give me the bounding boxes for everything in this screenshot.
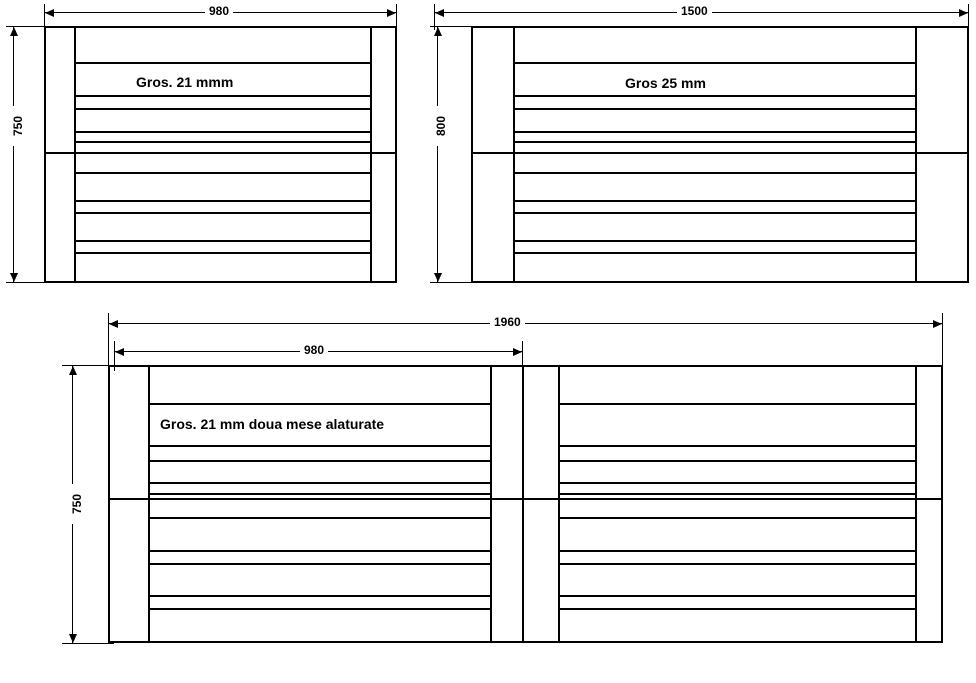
- fig3-slat-line-right: [558, 550, 915, 552]
- fig3-slat-line-right: [558, 563, 915, 565]
- fig2-slat-line: [513, 240, 915, 242]
- fig2-panel-outline: [471, 26, 969, 283]
- fig1-slat-line: [74, 200, 370, 202]
- fig3-slat-line-right: [558, 595, 915, 597]
- fig2-width-arrow-left: [435, 9, 444, 17]
- fig3-note: Gros. 21 mm doua mese alaturate: [160, 416, 385, 432]
- fig3-center-stile-left: [490, 365, 492, 643]
- fig2-height-arrow-top: [434, 27, 442, 36]
- fig3-height-arrow-bottom: [69, 634, 77, 643]
- fig3-outer-width-arrow-right: [933, 320, 942, 328]
- fig1-slat-line: [74, 141, 370, 143]
- fig2-slat-line: [513, 252, 915, 254]
- fig3-mid-rail: [108, 498, 943, 500]
- fig1-mid-rail: [44, 152, 397, 154]
- fig1-height-arrow-bottom: [10, 273, 18, 282]
- fig2-width-arrow-right: [959, 9, 968, 17]
- fig2-slat-line: [513, 212, 915, 214]
- fig3-slat-line-left: [148, 493, 490, 495]
- fig3-slat-line-right: [558, 482, 915, 484]
- fig3-slat-line-right: [558, 445, 915, 447]
- fig2-mid-rail: [471, 152, 969, 154]
- fig2-slat-line: [513, 131, 915, 133]
- fig3-slat-line-left: [148, 517, 490, 519]
- fig3-slat-line-left: [148, 550, 490, 552]
- fig1-slat-line: [74, 172, 370, 174]
- fig1-slat-line: [74, 240, 370, 242]
- fig3-slat-line-right: [558, 517, 915, 519]
- fig2-slat-line: [513, 141, 915, 143]
- fig1-slat-line: [74, 108, 370, 110]
- fig1-slat-line: [74, 212, 370, 214]
- fig2-slat-line: [513, 62, 915, 64]
- fig3-center-stile-inner: [558, 365, 560, 643]
- fig3-height-label: 750: [71, 484, 83, 524]
- fig3-outer-width-label: 1960: [490, 316, 525, 328]
- figure-3: [0, 305, 976, 683]
- fig3-inner-width-arrow-right: [513, 348, 522, 356]
- fig2-slat-line: [513, 108, 915, 110]
- fig3-ext-bottom: [62, 643, 114, 644]
- figure-2: [425, 0, 976, 300]
- fig3-slat-line-left: [148, 482, 490, 484]
- fig1-panel-outline: [44, 26, 397, 283]
- figure-1: [0, 0, 410, 300]
- fig3-outer-width-dim-line: [108, 323, 943, 324]
- fig1-note: Gros. 21 mmm: [136, 74, 234, 90]
- fig1-slat-line: [74, 131, 370, 133]
- fig3-center-stile-right: [522, 365, 524, 643]
- fig1-width-arrow-right: [387, 9, 396, 17]
- fig2-slat-line: [513, 200, 915, 202]
- fig2-note: Gros 25 mm: [625, 75, 706, 91]
- fig1-left-stile: [74, 26, 76, 283]
- fig1-width-arrow-left: [45, 9, 54, 17]
- fig2-slat-line: [513, 95, 915, 97]
- fig3-slat-line-right: [558, 493, 915, 495]
- fig3-panel-outline: [108, 365, 943, 643]
- fig3-slat-line-right: [558, 403, 915, 405]
- fig3-right-stile: [915, 365, 917, 643]
- fig3-slat-line-left: [148, 595, 490, 597]
- fig1-height-label: 750: [12, 106, 24, 146]
- fig3-left-stile: [148, 365, 150, 643]
- fig3-slat-line-left: [148, 563, 490, 565]
- fig1-slat-line: [74, 252, 370, 254]
- fig1-right-stile: [370, 26, 372, 283]
- fig3-outer-width-arrow-left: [109, 320, 118, 328]
- fig2-height-arrow-bottom: [434, 273, 442, 282]
- fig2-right-stile: [915, 26, 917, 283]
- fig1-height-arrow-top: [10, 27, 18, 36]
- fig3-slat-line-left: [148, 608, 490, 610]
- fig3-inner-width-label: 980: [300, 344, 328, 356]
- fig3-slat-line-right: [558, 460, 915, 462]
- fig2-height-label: 800: [435, 106, 447, 146]
- fig3-height-arrow-top: [69, 366, 77, 375]
- fig3-slat-line-right: [558, 608, 915, 610]
- fig2-slat-line: [513, 172, 915, 174]
- fig3-slat-line-left: [148, 445, 490, 447]
- fig1-slat-line: [74, 95, 370, 97]
- fig2-left-stile: [513, 26, 515, 283]
- fig3-slat-line-left: [148, 403, 490, 405]
- fig2-width-label: 1500: [677, 5, 712, 17]
- fig3-inner-width-arrow-left: [115, 348, 124, 356]
- fig3-ext-outer-right: [942, 313, 943, 371]
- fig3-slat-line-left: [148, 460, 490, 462]
- fig1-height-dim-line: [13, 26, 14, 283]
- fig1-slat-line: [74, 62, 370, 64]
- fig1-width-label: 980: [205, 5, 233, 17]
- fig2-height-dim-line: [437, 26, 438, 283]
